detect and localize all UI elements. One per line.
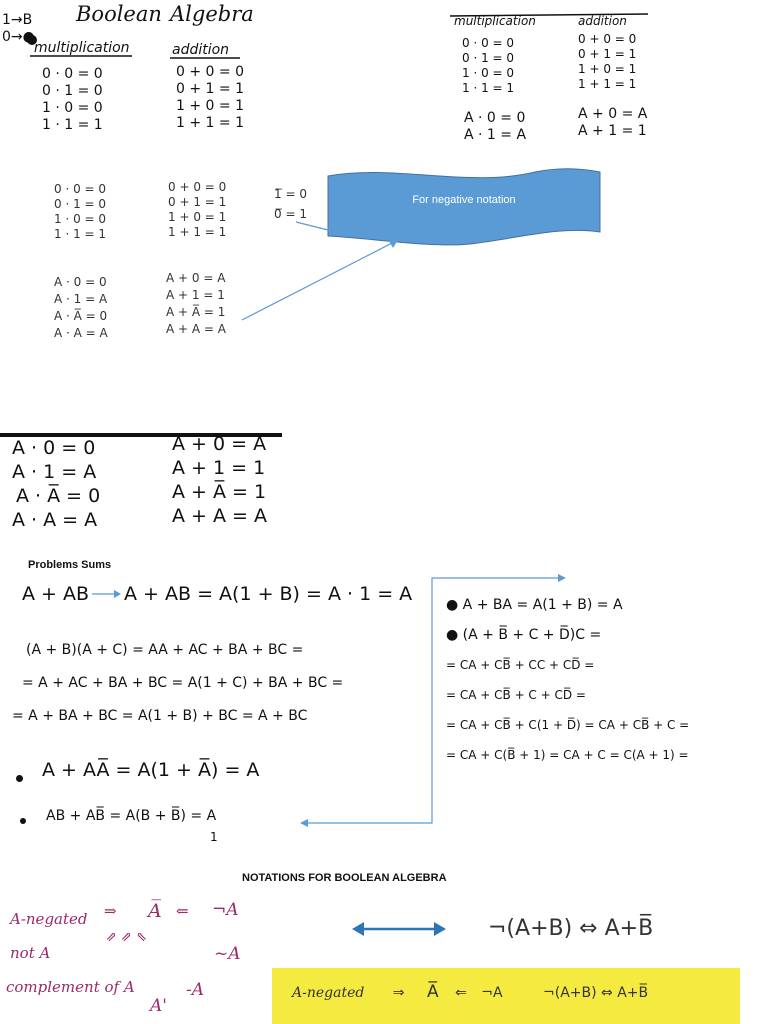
identity-row: A · 0 = 0 [54, 275, 107, 289]
mult-header-left: multiplication [34, 40, 130, 56]
bullet [20, 818, 26, 824]
mult-row: 0 · 0 = 0 [54, 182, 107, 196]
problem4: AB + AB̅ = A(B + B̅) = A [46, 808, 217, 824]
yellow-row [292, 984, 648, 1002]
identity-row: A + 1 = 1 [166, 288, 225, 302]
add-row: 0 + 1 = 1 [176, 81, 244, 97]
problem-right-text: A + BA = A(1 + B) = A [462, 597, 623, 613]
problem1-right: A + AB = A(1 + B) = A · 1 = A [124, 583, 413, 605]
identity-row: A + 1 = 1 [578, 123, 647, 139]
identity-row: A + 1 = 1 [172, 457, 266, 479]
problem-right-text: (A + B̅ + C + D̅)C = [462, 627, 602, 643]
identity-row: A · 0 = 0 [464, 110, 526, 126]
identity-row: A · 1 = A [464, 127, 527, 143]
yellow-formula: ¬(A+B) ⇔ A+B̅ [543, 985, 649, 1001]
add-header-left: addition [172, 42, 230, 58]
problem1-left: A + AB [22, 583, 90, 605]
identity-row: A · 1 = A [54, 292, 108, 306]
mult-row: 0 · 1 = 0 [54, 197, 107, 211]
add-row: 0 + 1 = 1 [578, 47, 637, 61]
notation-symbol-overline: A̅ [148, 900, 162, 922]
problem-right-line: = CA + CB̅ + C + CD̅ = [446, 688, 586, 702]
legend-row-1: 1→B [2, 12, 33, 28]
connector-head-left [300, 819, 308, 827]
add-row: 0 + 1 = 1 [168, 195, 227, 209]
problems-right-column [446, 590, 623, 650]
problem-right-line [446, 590, 623, 620]
add-row: 1 + 1 = 1 [578, 77, 637, 91]
title-boolean: Boolean [76, 2, 162, 26]
notation-row: not A [10, 944, 51, 962]
notation-implied-by: ⇐ [176, 902, 189, 920]
notation-symbol-prime: A' [150, 996, 167, 1016]
identity-row: A · 0 = 0 [12, 437, 96, 459]
connector-head-right [558, 574, 566, 582]
identity-row: A + 0 = A [172, 433, 267, 455]
mult-row: 1 · 0 = 0 [462, 66, 515, 80]
add-table-mid [168, 180, 226, 240]
identity-row: A + 0 = A [166, 271, 226, 285]
notations-heading: NOTATIONS FOR BOOLEAN ALGEBRA [242, 872, 447, 884]
add-table-left [176, 64, 244, 132]
mult-row: 1 · 1 = 1 [54, 227, 107, 241]
add-row: 0 + 0 = 0 [168, 180, 227, 194]
add-ids-right [578, 106, 647, 140]
identity-row: A + A̅ = 1 [166, 305, 226, 319]
problem2-line: = A + BA + BC = A(1 + B) + BC = A + BC [12, 708, 308, 724]
callout-shape [328, 169, 600, 245]
problem4-subscript: 1 [210, 830, 218, 844]
mult-row: 1 · 1 = 1 [462, 81, 515, 95]
problem2 [12, 634, 344, 733]
problem-right-line: = CA + C(B̅ + 1) = CA + C = C(A + 1) = [446, 748, 689, 762]
notation-row: A-negated [10, 910, 88, 928]
yellow-implies: ⇒ [392, 985, 405, 1001]
notation-arrow-right [434, 922, 446, 936]
identity-row: A · A̅ = 0 [16, 485, 101, 507]
problem2-line: (A + B)(A + C) = AA + AC + BA + BC = [26, 642, 304, 658]
title-algebra: Algebra [170, 2, 254, 26]
mult-row: 0 · 1 = 0 [42, 83, 103, 99]
problem-right-line [446, 620, 623, 650]
mult-row: 1 · 0 = 0 [54, 212, 107, 226]
identity-row: A · 1 = A [12, 461, 97, 483]
problem1-arrow-head [114, 590, 121, 598]
yellow-symbol-overline: A̅ [426, 982, 439, 1002]
notation-formula: ¬(A+B) ⇔ A+B̅ [488, 916, 654, 941]
identity-row: A · A̅ = 0 [54, 309, 108, 323]
mult-row: 1 · 1 = 1 [42, 117, 103, 133]
problem-right-line: = CA + CB̅ + C(1 + D̅) = CA + CB̅ + C = [446, 718, 690, 732]
bullet: ● [446, 627, 463, 643]
bullet: ● [446, 597, 463, 613]
problem-right-line: = CA + CB̅ + CC + CD̅ = [446, 658, 595, 672]
add-header-right: addition [578, 14, 627, 28]
add-ids-big [172, 432, 267, 528]
add-row: 1 + 0 = 1 [176, 98, 244, 114]
add-row: 1 + 0 = 1 [578, 62, 637, 76]
identity-row: A · A = A [54, 326, 108, 340]
notation-symbol-not: ¬A [212, 900, 239, 920]
identity-row: A + 0 = A [578, 106, 648, 122]
identity-row: A + A̅ = 1 [172, 481, 267, 503]
problems-heading: Problems Sums [28, 559, 112, 571]
mult-ids-mid [54, 274, 108, 342]
negation-row: 1̅ = 0 [274, 187, 307, 201]
notation-arrow-left [352, 922, 364, 936]
mult-table-right [462, 36, 514, 96]
legend-row-2: 0→● [2, 29, 35, 45]
mult-row: 0 · 0 = 0 [462, 36, 515, 50]
problem2-line: = A + AC + BA + BC = A(1 + C) + BA + BC = [22, 675, 344, 691]
bullet [16, 775, 23, 782]
mult-ids-big [12, 436, 100, 532]
mult-ids-right [464, 110, 526, 144]
add-table-right [578, 32, 636, 92]
identity-row: A + A = A [172, 505, 267, 527]
notation-implies-2: ⇗ ⇗ ⇖ [106, 930, 147, 945]
mult-header-right: multiplication [454, 14, 536, 28]
problem3: A + AA̅ = A(1 + A̅) = A [42, 759, 260, 781]
notation-implies-1: ⇒ [104, 902, 117, 920]
callout-text: For negative notation [412, 194, 516, 206]
mult-row: 1 · 0 = 0 [42, 100, 103, 116]
negation-table [274, 184, 307, 224]
add-row: 0 + 0 = 0 [578, 32, 637, 46]
notation-row: complement of A [6, 978, 135, 996]
add-row: 1 + 1 = 1 [168, 225, 227, 239]
mult-row: 0 · 1 = 0 [462, 51, 515, 65]
notation-symbol-minus: -A [186, 980, 205, 1000]
mult-row: 0 · 0 = 0 [42, 66, 103, 82]
add-row: 1 + 0 = 1 [168, 210, 227, 224]
yellow-implied-by: ⇐ [455, 985, 467, 1001]
problems-right-steps [446, 650, 689, 770]
notation-symbol-tilde: ~A [214, 944, 241, 964]
identity-row: A + A = A [166, 322, 226, 336]
mult-table-mid [54, 182, 106, 242]
legend [2, 12, 35, 46]
mult-table-left [42, 66, 103, 134]
callout-pointer-2 [242, 240, 398, 320]
add-row: 0 + 0 = 0 [176, 64, 244, 80]
add-row: 1 + 1 = 1 [176, 115, 244, 131]
identity-row: A · A = A [12, 509, 98, 531]
yellow-label: A-negated [292, 985, 365, 1001]
add-ids-mid [166, 270, 226, 338]
negation-row: 0̅ = 1 [274, 207, 307, 221]
yellow-symbol-not: ¬A [481, 985, 503, 1001]
